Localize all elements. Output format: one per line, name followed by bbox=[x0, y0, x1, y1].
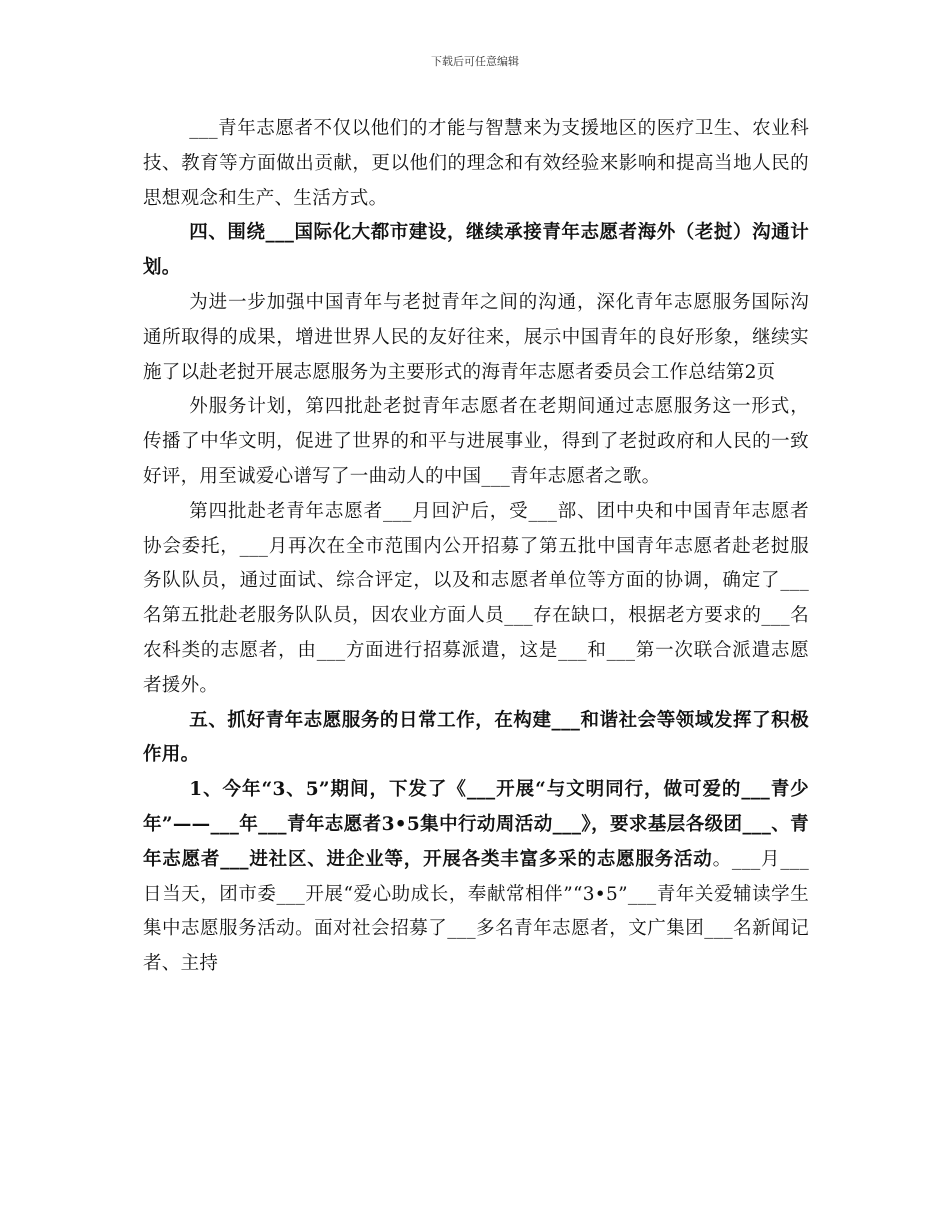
section-heading-four: 四、围绕___国际化大都市建设，继续承接青年志愿者海外（老挝）沟通计划。 bbox=[143, 222, 809, 279]
paragraph-service-plan: 外服务计划，第四批赴老挝青年志愿者在老期间通过志愿服务这一形式，传播了中华文明，促进了世界的和平与进展事业，得到了老挝政府和人民的一致好评，用至诚爱心谱写了一曲动人的中国___青年志愿者之歌。 bbox=[143, 396, 809, 487]
paragraph-march-fifth-bold: 1、今年“3、5”期间，下发了《___开展“与文明同行，做可爱的___青少年”——___年___青年志愿者3•5集中行动周活动___》，要求基层各级团___、青年志愿者___进社区、进企业等，开展各类丰富多采的志愿服务活动 bbox=[143, 779, 809, 870]
paragraph-march-fifth-normal: 。___月___日当天，团市委___开展“爱心助成长，奉献常相伴”“3•5”___青年关爱辅读学生集中志愿服务活动。面对社会招募了___多名青年志愿者，文广集团___名新闻记者、主持 bbox=[143, 848, 809, 975]
page-header: 下载后可任意编辑 bbox=[431, 55, 519, 68]
paragraph-volunteer-contribution: ___青年志愿者不仅以他们的才能与智慧来为支援地区的医疗卫生、农业科技、教育等方面做出贡献，更以他们的理念和有效经验来影响和提高当地人民的思想观念和生产、生活方式。 bbox=[143, 118, 809, 209]
paragraph-march-fifth bbox=[143, 773, 809, 982]
section-heading-five: 五、抓好青年志愿服务的日常工作，在构建___和谐社会等领域发挥了积极作用。 bbox=[143, 709, 809, 766]
paragraph-fifth-batch: 第四批赴老青年志愿者___月回沪后，受___部、团中央和中国青年志愿者协会委托，___月再次在全市范围内公开招募了第五批中国青年志愿者赴老挝服务队队员，通过面试、综合评定，以及和志愿者单位等方面的协调，确定了___名第五批赴老服务队队员，因农业方面人员___存在缺口，根据老方要求的___名农科类的志愿者，由___方面进行招募派遣，这是___和___第一次联合派遣志愿者援外。 bbox=[143, 500, 809, 696]
paragraph-laos-exchange: 为进一步加强中国青年与老挝青年之间的沟通，深化青年志愿服务国际沟通所取得的成果，增进世界人民的友好往来，展示中国青年的良好形象，继续实施了以赴老挝开展志愿服务为主要形式的海青年志愿者委员会工作总结第2页 bbox=[143, 291, 809, 383]
document-body bbox=[143, 112, 809, 982]
